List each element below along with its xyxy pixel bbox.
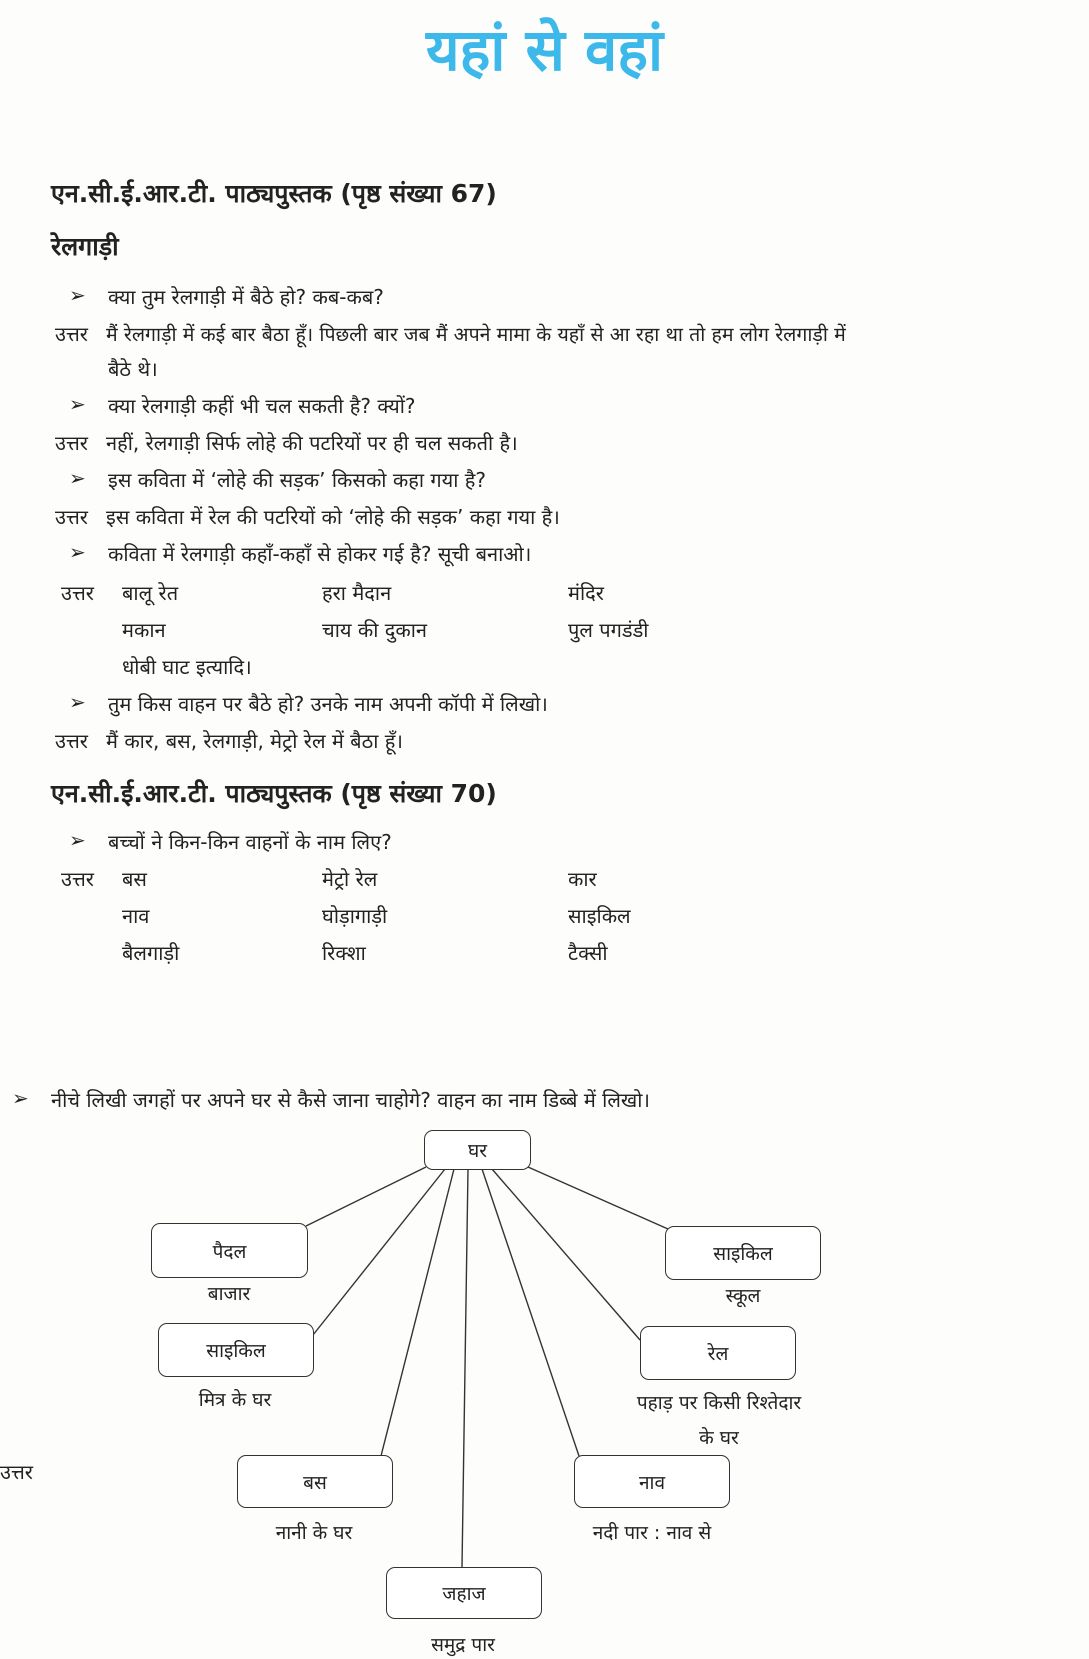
vehicle-box: साइकिल [665,1226,821,1280]
answer-6-cell: टैक्सी [568,941,608,965]
answer-4-cell: मंदिर [568,581,604,605]
answer-6-cell: साइकिल [568,904,631,928]
subheading-railgadi: रेलगाड़ी [51,232,119,261]
answer-1-cont: बैठे थे। [108,357,158,381]
connector-line [306,1167,426,1226]
connector-line [482,1169,579,1456]
answer-label: उत्तर [55,431,88,455]
vehicle-box: रेल [640,1326,796,1380]
connector-line [528,1167,668,1229]
bullet-icon: ➢ [12,1086,29,1110]
answer-6-cell: कार [568,867,597,891]
vehicle-box: साइकिल [158,1323,314,1377]
section-heading-70: एन.सी.ई.आर.टी. पाठ्यपुस्तक (पृष्ठ संख्या 70) [51,779,497,808]
answer-4-cell: हरा मैदान [322,581,392,605]
answer-label: उत्तर [55,322,88,346]
bullet-icon: ➢ [69,392,86,416]
question-2: क्या रेलगाड़ी कहीं भी चल सकती है? क्यों? [108,394,416,418]
vehicle-box: पैदल [151,1223,308,1278]
place-label: समुद्र पार [431,1634,495,1656]
bullet-icon: ➢ [69,828,86,852]
answer-6-cell: घोड़ागाड़ी [322,904,388,928]
connector-line [462,1169,468,1567]
answer-4-cell: मकान [122,618,166,642]
bullet-icon: ➢ [69,540,86,564]
answer-label: उत्तर [61,867,94,891]
answer-6-cell: बस [122,867,147,891]
answer-4-cell: बालू रेत [122,581,179,605]
answer-5: मैं कार, बस, रेलगाड़ी, मेट्रो रेल में बैठा हूँ। [106,729,403,753]
page-title: यहां से वहां [425,16,664,84]
place-label: स्कूल [725,1285,761,1307]
section-heading-67: एन.सी.ई.आर.टी. पाठ्यपुस्तक (पृष्ठ संख्या 67) [51,179,497,208]
place-label: पहाड़ पर किसी रिश्तेदार [636,1392,802,1414]
vehicle-box: बस [237,1455,393,1508]
answer-2: नहीं, रेलगाड़ी सिर्फ लोहे की पटरियों पर ही चल सकती है। [106,431,518,455]
answer-4-cell: चाय की दुकान [322,618,427,642]
place-label-cont: के घर [699,1427,739,1449]
connector-line [492,1169,640,1340]
answer-6-cell: रिक्शा [322,941,366,965]
bullet-icon: ➢ [69,466,86,490]
bullet-icon: ➢ [69,690,86,714]
place-label: नानी के घर [275,1522,353,1544]
answer-6-cell: बैलगाड़ी [122,941,180,965]
connector-line [313,1169,445,1335]
question-3: इस कविता में ‘लोहे की सड़क’ किसको कहा गया है? [108,468,486,492]
connector-line [381,1169,454,1456]
answer-3: इस कविता में रेल की पटरियों को ‘लोहे की सड़क’ कहा गया है। [106,505,560,529]
home-box: घर [424,1130,531,1170]
question-1: क्या तुम रेलगाड़ी में बैठे हो? कब-कब? [108,285,384,309]
place-label: नदी पार : नाव से [592,1522,712,1544]
answer-label: उत्तर [61,581,94,605]
answer-6-cell: नाव [122,904,150,928]
place-label: बाजार [207,1283,251,1305]
answer-label: उत्तर [55,505,88,529]
bullet-icon: ➢ [69,283,86,307]
question-7: नीचे लिखी जगहों पर अपने घर से कैसे जाना चाहोगे? वाहन का नाम डिब्बे में लिखो। [51,1088,651,1112]
vehicle-box: जहाज [386,1567,542,1619]
answer-1: मैं रेलगाड़ी में कई बार बैठा हूँ। पिछली बार जब मैं अपने मामा के यहाँ से आ रहा था तो हम लोग रेलगाड़ी में [106,323,846,346]
answer-4-cell: धोबी घाट इत्यादि। [122,655,252,679]
place-label: मित्र के घर [198,1389,272,1411]
answer-6-cell: मेट्रो रेल [322,867,378,891]
answer-label: उत्तर [0,1460,33,1484]
question-4: कविता में रेलगाड़ी कहाँ-कहाँ से होकर गई है? सूची बनाओ। [108,542,532,566]
question-5: तुम किस वाहन पर बैठे हो? उनके नाम अपनी कॉपी में लिखो। [108,692,548,716]
answer-4-cell: पुल पगडंडी [568,618,649,642]
vehicle-box: नाव [574,1455,730,1508]
question-6: बच्चों ने किन-किन वाहनों के नाम लिए? [108,830,392,854]
answer-label: उत्तर [55,729,88,753]
